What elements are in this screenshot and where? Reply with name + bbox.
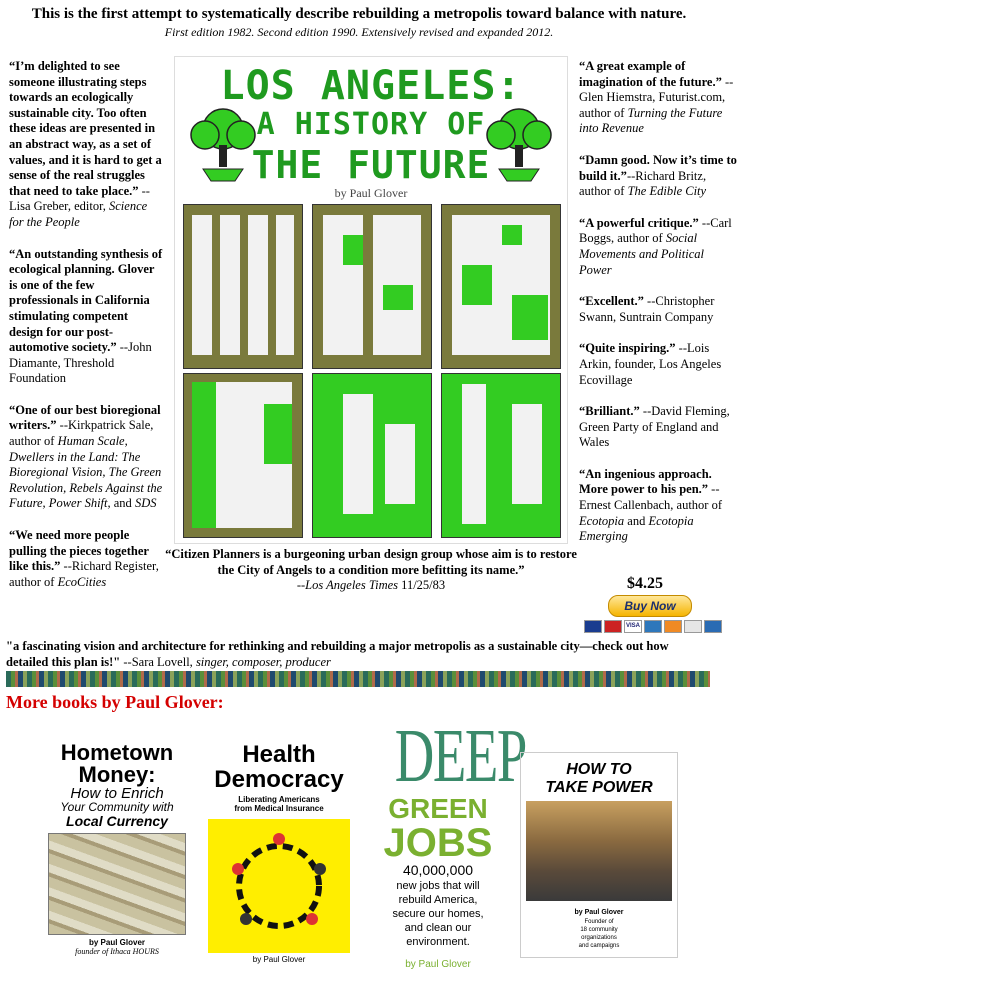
cover-title-line2: A HISTORY OF — [256, 107, 486, 142]
la-times-caption — [164, 547, 578, 594]
quote-greber: “I’m delighted to see someone illustrating steps towards an ecologically sustainable city. Too often these ideas are presented in an abstract way, as a set of values, and it is hard to get a sense of the real struggles that need to take place.” --Lisa Greber, editor, Science for the People — [9, 59, 162, 229]
price-label: $4.25 — [627, 575, 663, 592]
echeck-icon — [684, 620, 702, 633]
group-photo-image — [526, 801, 672, 901]
quote-diamante: “An outstanding synthesis of ecological planning. Glover is one of the few professionals in California stimulating competent design for our post-automotive society.” --John Diamante, Threshold Foundation — [9, 246, 163, 386]
amex-icon — [644, 620, 662, 633]
quote-hiemstra: “A great example of imagination of the future.” --Glen Hiemstra, Futurist.com, author of Turning the Future into Revenue — [579, 59, 734, 136]
visa-icon: VISA — [624, 620, 642, 633]
mastercard-icon — [584, 620, 602, 633]
page-headline: This is the first attempt to systematically describe rebuilding a metropolis toward balance with nature. — [31, 6, 687, 22]
quote-callenbach: “An ingenious approach. More power to his pen.” --Ernest Callenbach, author of Ecotopia and Ecotopia Emerging — [579, 466, 723, 544]
caption-quote: “Citizen Planners is a burgeoning urban design group whose aim is to restore the City of Angels to a condition more befitting its name.” — [165, 547, 577, 577]
buy-now-button[interactable]: Buy Now — [608, 595, 692, 617]
edition-note: First edition 1982. Second edition 1990. Extensively revised and expanded 2012. — [164, 25, 554, 39]
quote-britz: “Damn good. Now it’s time to build it.”--Richard Britz, author of The Edible City — [579, 152, 737, 199]
cover-title-line1: LOS ANGELES: — [220, 63, 522, 109]
bank-icon — [704, 620, 722, 633]
right-quotes-column — [579, 59, 737, 561]
quote-arkin: “Quite inspiring.” --Lois Arkin, founder, Los Angeles Ecovillage — [579, 341, 722, 387]
decorative-band — [6, 671, 710, 687]
city-plan-tile — [312, 373, 432, 538]
book-deep-green-jobs[interactable]: DEEP GREEN JOBS 40,000,000 new jobs that will rebuild America, secure our homes, and clean our environment. by Paul Glover — [383, 714, 526, 970]
cover-title-line3: THE FUTURE — [251, 143, 491, 187]
left-quotes-column — [9, 59, 164, 606]
quote-boggs: “A powerful critique.” --Carl Boggs, author of Social Movements and Political Power — [579, 215, 732, 277]
city-plan-tile — [441, 373, 561, 538]
city-plan-tile — [183, 204, 303, 369]
quote-sale: “One of our best bioregional writers.” --Kirkpatrick Sale, author of Human Scale, Dwellers in the Land: The Bioregional Vision, The Green Revolution, Rebels Against the Future, Power Shift, and SDS — [9, 402, 163, 511]
payment-cards — [584, 620, 710, 632]
maestro-icon — [604, 620, 622, 633]
book-cover-image — [174, 56, 568, 544]
more-books-heading: More books by Paul Glover: — [6, 692, 224, 712]
lovell-quote: "a fascinating vision and architecture for rethinking and rebuilding a major metropolis as a sustainable city—check out how detailed this plan is!" --Sara Lovell, singer, composer, producer — [6, 639, 669, 669]
cover-byline: by Paul Glover — [334, 186, 408, 200]
quote-swann: “Excellent.” --Christopher Swann, Suntrain Company — [579, 294, 715, 324]
quote-fleming: “Brilliant.” --David Fleming, Green Party of England and Wales — [579, 404, 730, 450]
book-hometown-money[interactable]: Hometown Money: How to Enrich Your Community with Local Currency by Paul Glover founder of Ithaca HOURS — [46, 742, 188, 960]
currency-notes-image — [48, 833, 186, 935]
caption-date: 11/25/83 — [398, 578, 446, 593]
book-how-to-take-power[interactable]: HOW TO TAKE POWER by Paul Glover Founder of 18 community organizations and campaigns — [520, 752, 678, 958]
discover-icon — [664, 620, 682, 633]
circle-of-people-image — [208, 819, 350, 953]
people-circle-icon — [208, 819, 350, 953]
book-health-democracy[interactable]: Health Democracy Liberating Americans from Medical Insurance by Paul Glover — [206, 742, 352, 964]
quote-register: “We need more people pulling the pieces together like this.” --Richard Register, author of EcoCities — [9, 528, 159, 589]
city-plan-tile — [312, 204, 432, 369]
city-plan-tile — [441, 204, 561, 369]
caption-source: --Los Angeles Times — [296, 578, 399, 593]
city-plan-tile — [183, 373, 303, 538]
